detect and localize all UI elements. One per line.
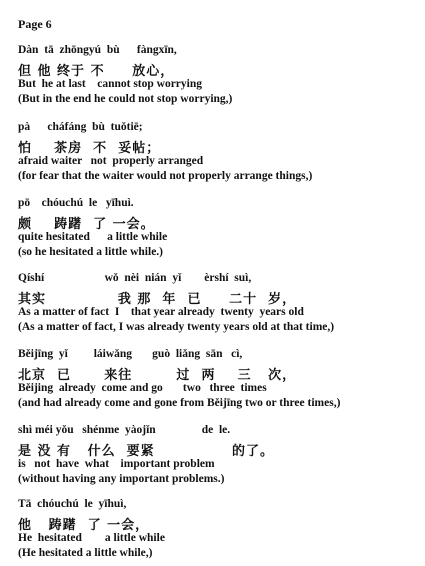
pinyin-line: pà cháfáng bù tuǒtiē; — [18, 121, 143, 133]
hanzi-line: 他 踌躇 了 一会， — [18, 518, 150, 533]
gloss-line: afraid waiter not properly arranged — [18, 155, 204, 167]
hanzi-line: 其实 我 那 年 已 二十 岁， — [18, 292, 297, 307]
hanzi-line: 是 没 有 什么 要紧 的了。 — [18, 444, 275, 459]
pinyin-line: Běijīng yǐ láiwǎng guò liǎng sān cì, — [18, 348, 243, 360]
gloss-line: Běijing already come and go two three times — [18, 382, 267, 394]
translation-line: (and had already come and gone from Běijīng two or three times,) — [18, 397, 341, 409]
translation-line: (without having any important problems.) — [18, 473, 225, 485]
pinyin-line: pō chóuchú le yīhuì. — [18, 197, 134, 209]
gloss-line: But he at last cannot stop worrying — [18, 78, 203, 90]
hanzi-line: 怕 茶房 不 妥帖； — [18, 141, 161, 156]
pinyin-line: Tā chóuchú le yīhuì, — [18, 498, 127, 510]
gloss-line: is not have what important problem — [18, 458, 215, 470]
hanzi-line: 颇 踌躇 了 一会。 — [18, 217, 155, 232]
pinyin-line: Qíshí wǒ nèi nián yǐ èrshí suì, — [18, 272, 252, 284]
gloss-line: He hesitated a little while — [18, 532, 165, 544]
pinyin-line: shì méi yǒu shénme yàojǐn de le. — [18, 424, 231, 436]
gloss-line: quite hesitated a little while — [18, 231, 168, 243]
pinyin-line: Dàn tā zhōngyú bù fàngxīn, — [18, 44, 177, 56]
translation-line: (He hesitated a little while,) — [18, 547, 153, 559]
translation-line: (for fear that the waiter would not properly arrange things,) — [18, 170, 313, 182]
hanzi-line: 北京 已 来往 过 两 三 次， — [18, 368, 297, 383]
gloss-line: As a matter of fact I that year already twenty years old — [18, 306, 304, 318]
translation-line: (But in the end he could not stop worrying,) — [18, 93, 233, 105]
page-number: Page 6 — [18, 17, 52, 31]
translation-line: (As a matter of fact, I was already twenty years old at that time,) — [18, 321, 335, 333]
translation-line: (so he hesitated a little while.) — [18, 246, 164, 258]
hanzi-line: 但 他 终于 不 放心， — [18, 64, 175, 79]
